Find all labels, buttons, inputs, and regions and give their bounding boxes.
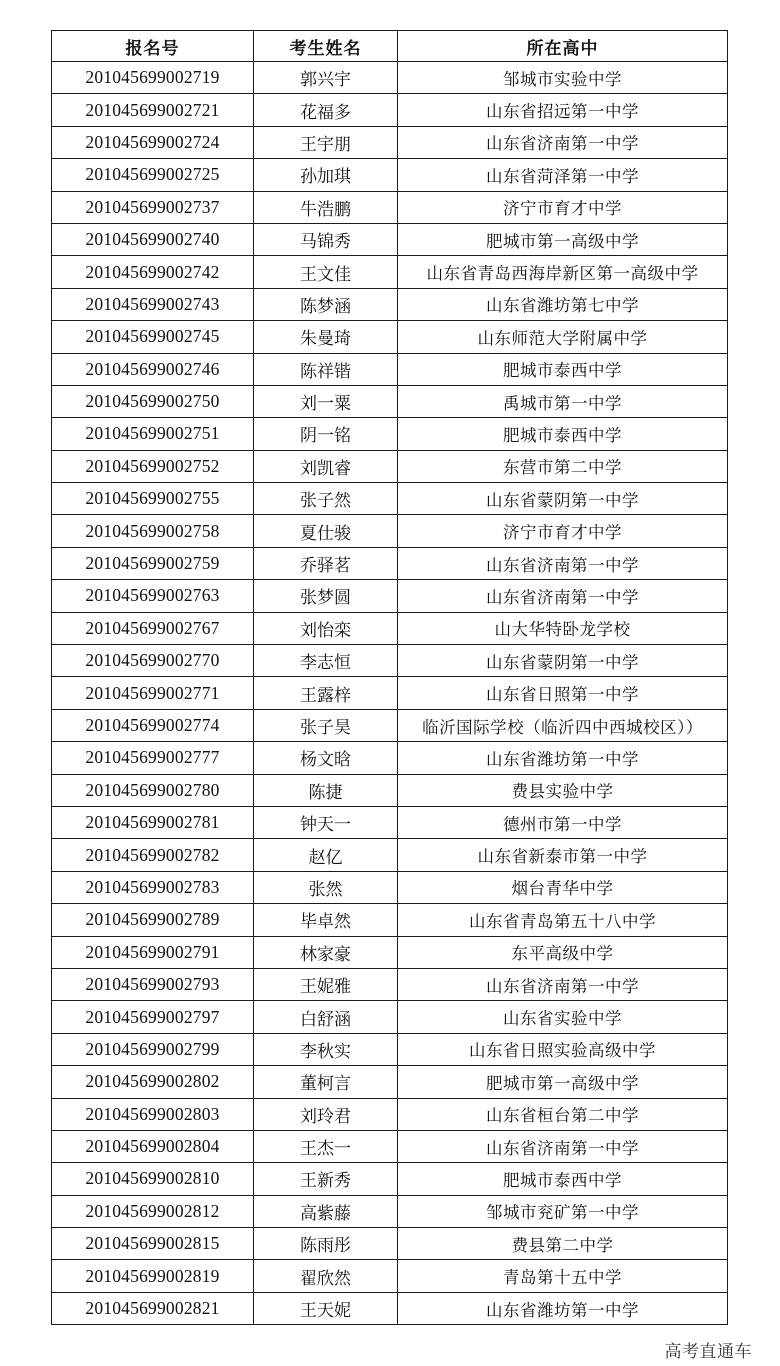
student-name-cell: 高紫藤	[254, 1195, 398, 1227]
school-cell: 山东省济南第一中学	[398, 547, 728, 579]
reg-no-cell: 201045699002719	[52, 62, 254, 94]
reg-no-cell: 201045699002758	[52, 515, 254, 547]
student-name-cell: 马锦秀	[254, 223, 398, 255]
table-row	[52, 904, 728, 936]
school-cell: 东营市第二中学	[398, 450, 728, 482]
reg-no-cell: 201045699002755	[52, 483, 254, 515]
reg-no-cell: 201045699002781	[52, 806, 254, 838]
table-row	[52, 774, 728, 806]
school-cell: 山东师范大学附属中学	[398, 321, 728, 353]
reg-no-cell: 201045699002812	[52, 1195, 254, 1227]
reg-no-cell: 201045699002797	[52, 1001, 254, 1033]
reg-no-cell: 201045699002819	[52, 1260, 254, 1292]
student-name-cell: 王新秀	[254, 1163, 398, 1195]
reg-no-cell: 201045699002791	[52, 936, 254, 968]
student-name-cell: 花福多	[254, 94, 398, 126]
table-row	[52, 288, 728, 320]
reg-no-cell: 201045699002745	[52, 321, 254, 353]
student-name-cell: 郭兴宇	[254, 62, 398, 94]
reg-no-cell: 201045699002740	[52, 223, 254, 255]
student-name-cell: 林家豪	[254, 936, 398, 968]
school-cell: 山东省蒙阴第一中学	[398, 645, 728, 677]
reg-no-cell: 201045699002774	[52, 709, 254, 741]
student-name-cell: 刘玲君	[254, 1098, 398, 1130]
school-cell: 青岛第十五中学	[398, 1260, 728, 1292]
reg-no-cell: 201045699002802	[52, 1066, 254, 1098]
table-row	[52, 677, 728, 709]
student-name-cell: 董柯言	[254, 1066, 398, 1098]
school-cell: 济宁市育才中学	[398, 515, 728, 547]
header-school: 所在高中	[398, 31, 728, 62]
school-cell: 烟台青华中学	[398, 871, 728, 903]
student-name-cell: 陈祥锴	[254, 353, 398, 385]
student-name-cell: 王杰一	[254, 1130, 398, 1162]
school-cell: 山东省济南第一中学	[398, 126, 728, 158]
reg-no-cell: 201045699002783	[52, 871, 254, 903]
school-cell: 肥城市泰西中学	[398, 418, 728, 450]
table-row	[52, 547, 728, 579]
student-name-cell: 张梦圆	[254, 580, 398, 612]
table-row	[52, 159, 728, 191]
table-row	[52, 223, 728, 255]
header-name: 考生姓名	[254, 31, 398, 62]
school-cell: 肥城市第一高级中学	[398, 1066, 728, 1098]
student-name-cell: 夏仕骏	[254, 515, 398, 547]
reg-no-cell: 201045699002821	[52, 1292, 254, 1324]
reg-no-cell: 201045699002780	[52, 774, 254, 806]
table-body	[52, 62, 728, 1325]
school-cell: 临沂国际学校（临沂四中西城校区））	[398, 709, 728, 741]
table-row	[52, 871, 728, 903]
table-row	[52, 806, 728, 838]
school-cell: 山东省招远第一中学	[398, 94, 728, 126]
table-row	[52, 62, 728, 94]
school-cell: 山东省日照第一中学	[398, 677, 728, 709]
table-row	[52, 1228, 728, 1260]
student-name-cell: 王妮雅	[254, 968, 398, 1000]
school-cell: 肥城市泰西中学	[398, 353, 728, 385]
student-name-cell: 乔驿茗	[254, 547, 398, 579]
student-name-cell: 王宇朋	[254, 126, 398, 158]
school-cell: 费县实验中学	[398, 774, 728, 806]
reg-no-cell: 201045699002742	[52, 256, 254, 288]
table-row	[52, 612, 728, 644]
student-name-cell: 钟天一	[254, 806, 398, 838]
table-row	[52, 1195, 728, 1227]
school-cell: 山东省潍坊第一中学	[398, 1292, 728, 1324]
table-row	[52, 1163, 728, 1195]
table-row	[52, 126, 728, 158]
reg-no-cell: 201045699002789	[52, 904, 254, 936]
table-row	[52, 1260, 728, 1292]
school-cell: 德州市第一中学	[398, 806, 728, 838]
reg-no-cell: 201045699002743	[52, 288, 254, 320]
student-name-cell: 朱曼琦	[254, 321, 398, 353]
table-row	[52, 709, 728, 741]
table-row	[52, 515, 728, 547]
table-row	[52, 968, 728, 1000]
table-row	[52, 839, 728, 871]
table-row	[52, 256, 728, 288]
student-name-cell: 毕卓然	[254, 904, 398, 936]
roster-sheet	[51, 30, 727, 1325]
school-cell: 山东省潍坊第七中学	[398, 288, 728, 320]
table-row	[52, 418, 728, 450]
school-cell: 山东省济南第一中学	[398, 580, 728, 612]
school-cell: 山东省蒙阴第一中学	[398, 483, 728, 515]
school-cell: 东平高级中学	[398, 936, 728, 968]
table-row	[52, 1130, 728, 1162]
school-cell: 费县第二中学	[398, 1228, 728, 1260]
student-name-cell: 张子昊	[254, 709, 398, 741]
student-name-cell: 张然	[254, 871, 398, 903]
reg-no-cell: 201045699002746	[52, 353, 254, 385]
school-cell: 山东省济南第一中学	[398, 968, 728, 1000]
reg-no-cell: 201045699002750	[52, 385, 254, 417]
reg-no-cell: 201045699002771	[52, 677, 254, 709]
table-row	[52, 483, 728, 515]
student-name-cell: 王露梓	[254, 677, 398, 709]
school-cell: 山东省青岛第五十八中学	[398, 904, 728, 936]
table-row	[52, 450, 728, 482]
student-name-cell: 张子然	[254, 483, 398, 515]
student-name-cell: 李志恒	[254, 645, 398, 677]
school-cell: 邹城市实验中学	[398, 62, 728, 94]
school-cell: 邹城市兖矿第一中学	[398, 1195, 728, 1227]
student-name-cell: 杨文晗	[254, 742, 398, 774]
table-row	[52, 94, 728, 126]
watermark-text: 高考直通车	[664, 1342, 752, 1362]
header-reg-no: 报名号	[52, 31, 254, 62]
reg-no-cell: 201045699002737	[52, 191, 254, 223]
admission-roster-table	[51, 30, 728, 1325]
school-cell: 山东省济南第一中学	[398, 1130, 728, 1162]
student-name-cell: 陈雨彤	[254, 1228, 398, 1260]
student-name-cell: 刘一粟	[254, 385, 398, 417]
school-cell: 山东省桓台第二中学	[398, 1098, 728, 1130]
reg-no-cell: 201045699002752	[52, 450, 254, 482]
table-row	[52, 1292, 728, 1324]
student-name-cell: 翟欣然	[254, 1260, 398, 1292]
student-name-cell: 牛浩鹏	[254, 191, 398, 223]
reg-no-cell: 201045699002793	[52, 968, 254, 1000]
school-cell: 山东省菏泽第一中学	[398, 159, 728, 191]
reg-no-cell: 201045699002815	[52, 1228, 254, 1260]
reg-no-cell: 201045699002777	[52, 742, 254, 774]
school-cell: 禹城市第一中学	[398, 385, 728, 417]
reg-no-cell: 201045699002770	[52, 645, 254, 677]
reg-no-cell: 201045699002759	[52, 547, 254, 579]
student-name-cell: 李秋实	[254, 1033, 398, 1065]
table-row	[52, 385, 728, 417]
school-cell: 山大华特卧龙学校	[398, 612, 728, 644]
school-cell: 肥城市泰西中学	[398, 1163, 728, 1195]
reg-no-cell: 201045699002799	[52, 1033, 254, 1065]
reg-no-cell: 201045699002782	[52, 839, 254, 871]
reg-no-cell: 201045699002721	[52, 94, 254, 126]
school-cell: 山东省实验中学	[398, 1001, 728, 1033]
school-cell: 山东省新泰市第一中学	[398, 839, 728, 871]
reg-no-cell: 201045699002724	[52, 126, 254, 158]
table-header	[52, 31, 728, 62]
reg-no-cell: 201045699002763	[52, 580, 254, 612]
student-name-cell: 白舒涵	[254, 1001, 398, 1033]
reg-no-cell: 201045699002725	[52, 159, 254, 191]
table-row	[52, 645, 728, 677]
student-name-cell: 王文佳	[254, 256, 398, 288]
student-name-cell: 阴一铭	[254, 418, 398, 450]
table-row	[52, 191, 728, 223]
student-name-cell: 刘凯睿	[254, 450, 398, 482]
school-cell: 肥城市第一高级中学	[398, 223, 728, 255]
student-name-cell: 赵亿	[254, 839, 398, 871]
student-name-cell: 陈梦涵	[254, 288, 398, 320]
table-row	[52, 1098, 728, 1130]
table-row	[52, 742, 728, 774]
student-name-cell: 刘怡栾	[254, 612, 398, 644]
table-row	[52, 1066, 728, 1098]
table-row	[52, 580, 728, 612]
student-name-cell: 王天妮	[254, 1292, 398, 1324]
school-cell: 山东省青岛西海岸新区第一高级中学	[398, 256, 728, 288]
reg-no-cell: 201045699002767	[52, 612, 254, 644]
reg-no-cell: 201045699002751	[52, 418, 254, 450]
table-row	[52, 936, 728, 968]
school-cell: 山东省潍坊第一中学	[398, 742, 728, 774]
student-name-cell: 孙加琪	[254, 159, 398, 191]
school-cell: 济宁市育才中学	[398, 191, 728, 223]
table-row	[52, 353, 728, 385]
table-row	[52, 321, 728, 353]
reg-no-cell: 201045699002810	[52, 1163, 254, 1195]
header-row	[52, 31, 728, 62]
table-row	[52, 1033, 728, 1065]
reg-no-cell: 201045699002804	[52, 1130, 254, 1162]
reg-no-cell: 201045699002803	[52, 1098, 254, 1130]
student-name-cell: 陈捷	[254, 774, 398, 806]
school-cell: 山东省日照实验高级中学	[398, 1033, 728, 1065]
table-row	[52, 1001, 728, 1033]
